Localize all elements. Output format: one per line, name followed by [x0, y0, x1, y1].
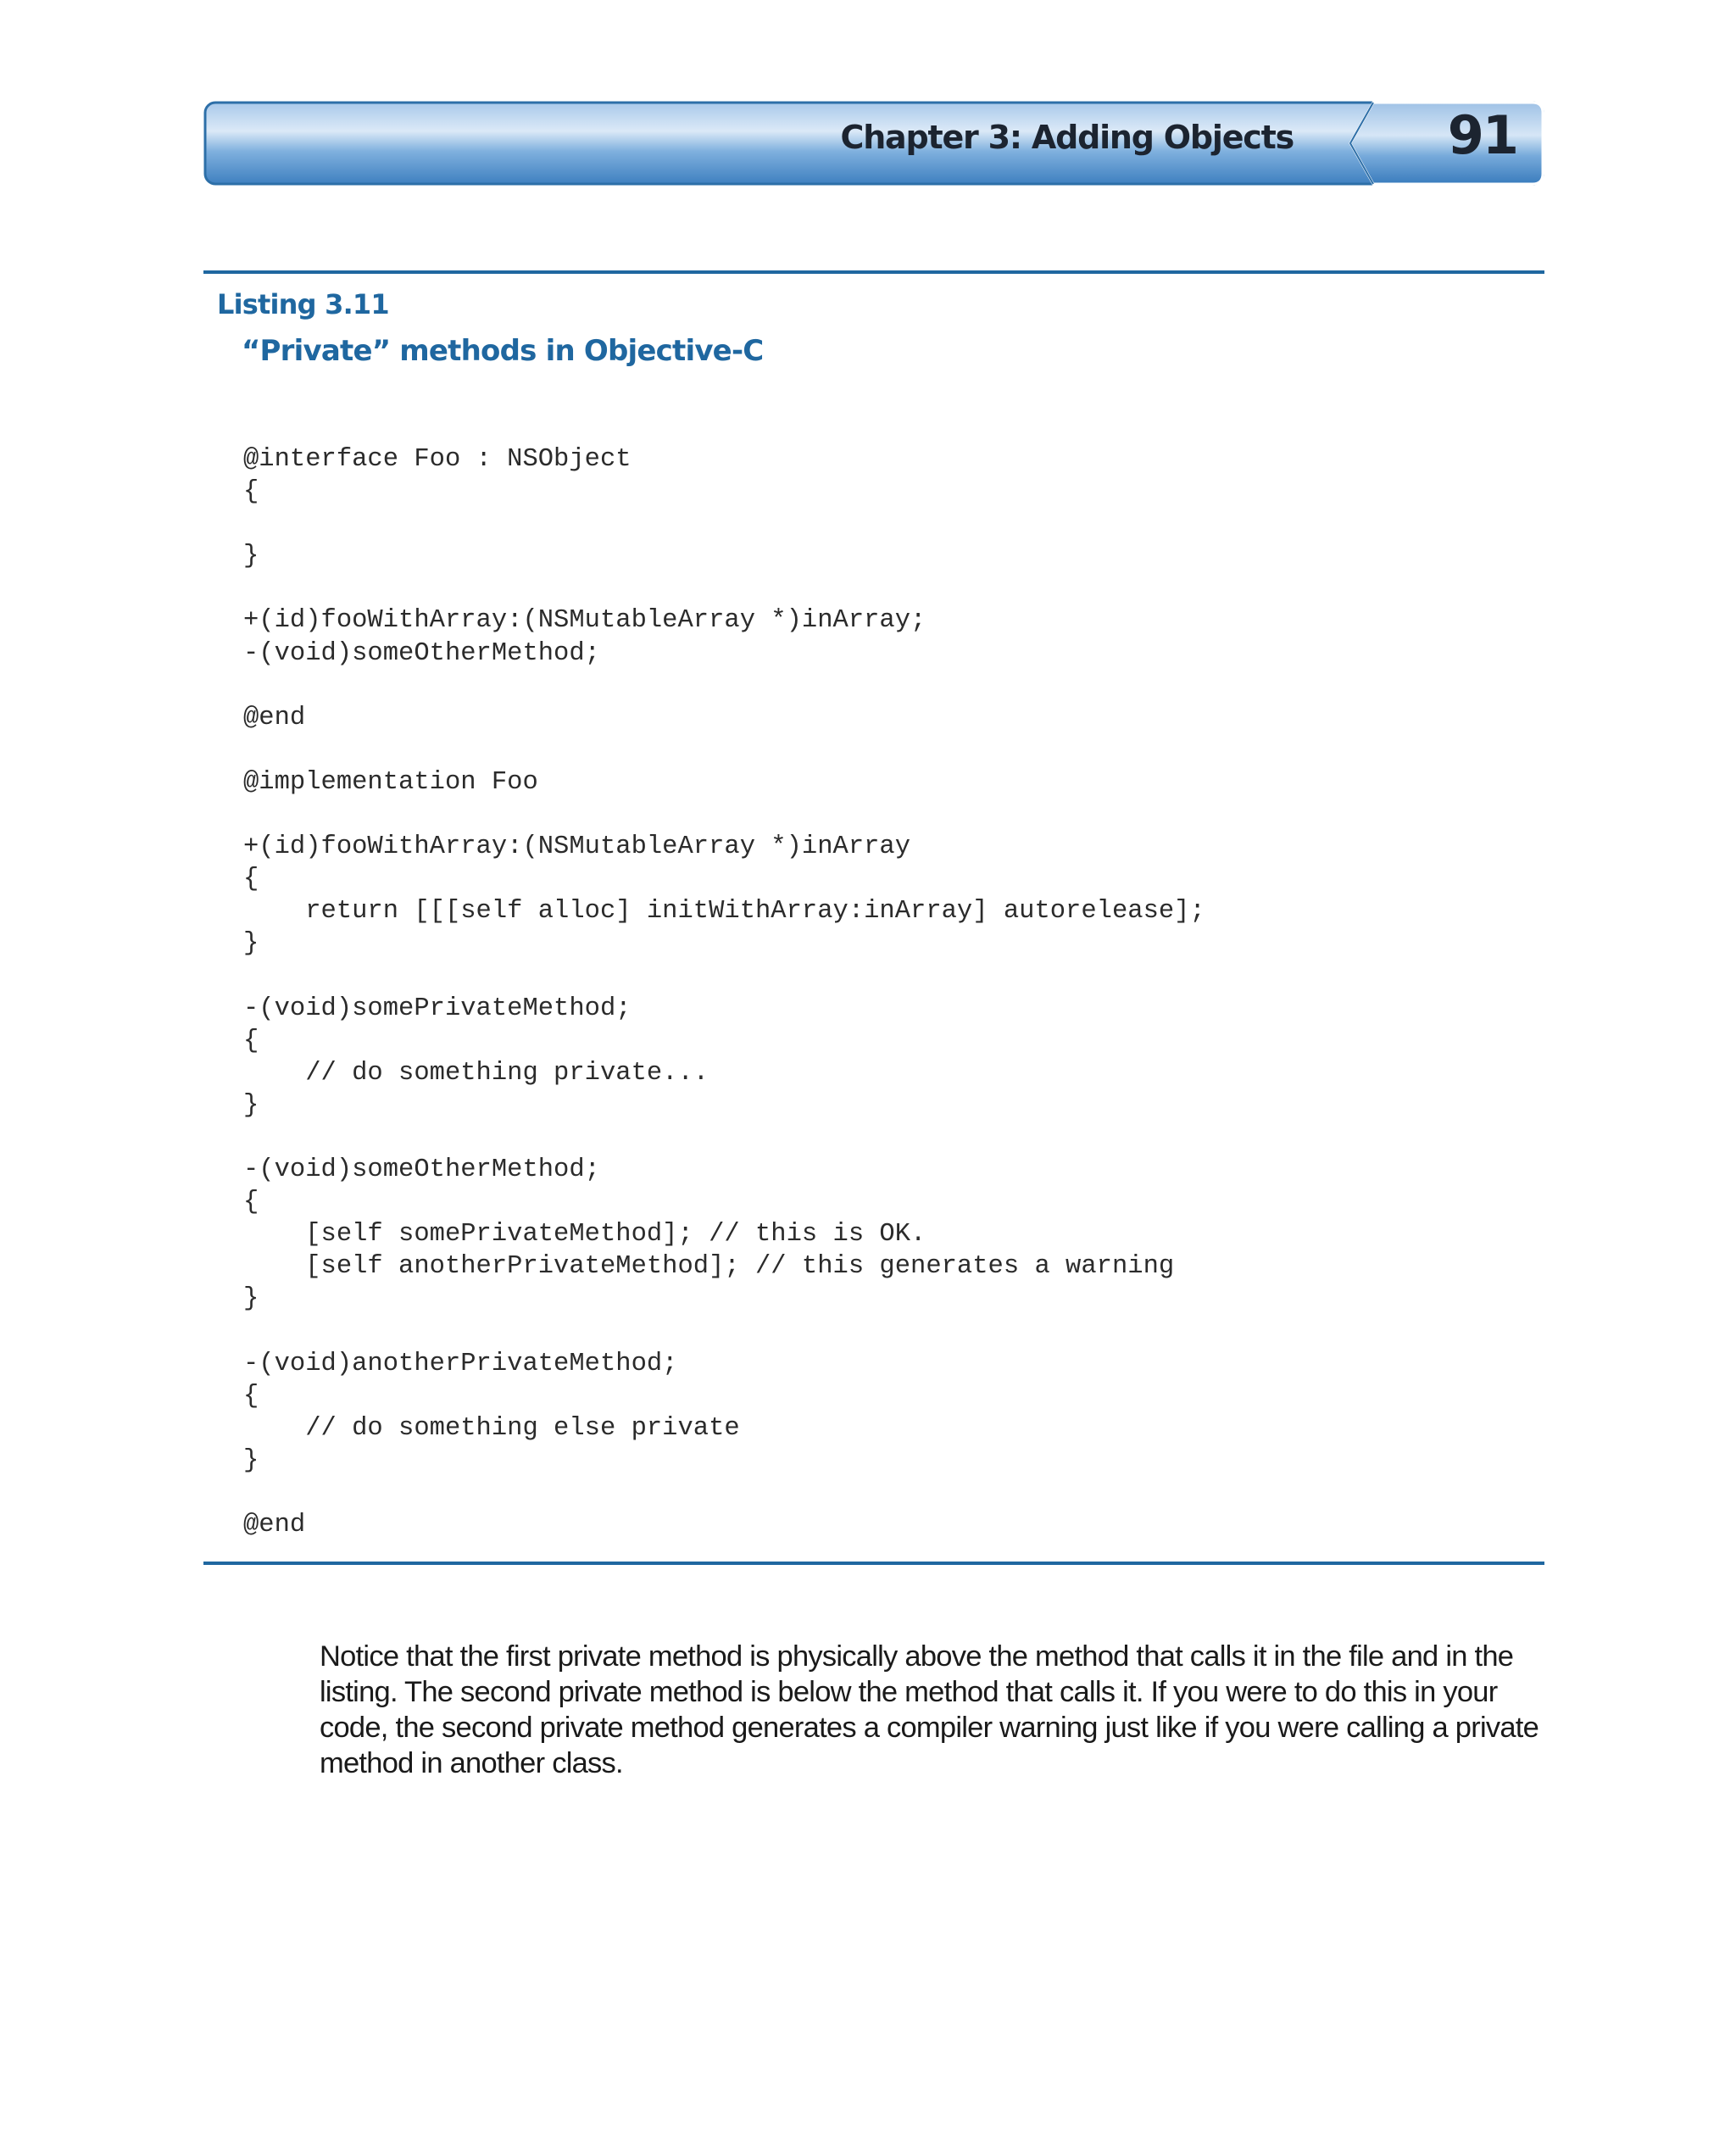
code-line: // do something else private: [243, 1413, 740, 1443]
code-line: -(void)someOtherMethod;: [243, 638, 600, 668]
code-line: {: [243, 1381, 259, 1411]
body-paragraph: Notice that the first private method is physically above the method that calls it in the file and in the listing. The second private method is below the method that calls it. If you were to do this in your code, the second private method generates a compiler warning just like if you were calling a private method in another class.: [320, 1640, 1539, 1779]
listing-label: Listing 3.11: [217, 288, 389, 320]
code-line: }: [243, 1090, 259, 1120]
code-line: {: [243, 477, 259, 507]
code-line: [self anotherPrivateMethod]; // this generates a warning: [243, 1252, 1175, 1282]
code-line: @interface Foo : NSObject: [243, 445, 632, 474]
listing-bottom-rule: [203, 1562, 1544, 1565]
code-line: }: [243, 929, 259, 959]
code-line: +(id)fooWithArray:(NSMutableArray *)inArray: [243, 832, 911, 862]
code-line: -(void)anotherPrivateMethod;: [243, 1349, 678, 1378]
chapter-header-banner: [203, 101, 1544, 186]
code-line: [243, 670, 1205, 702]
code-line: return [[[self alloc] initWithArray:inArray] autorelease];: [243, 897, 1205, 927]
code-line: [243, 960, 1205, 993]
code-line: }: [243, 542, 259, 571]
code-line: @implementation Foo: [243, 767, 538, 797]
code-listing: [243, 443, 1205, 1541]
code-line: {: [243, 865, 259, 894]
listing-top-rule: [203, 270, 1544, 274]
listing-title: “Private” methods in Objective-C: [242, 334, 764, 368]
code-line: [243, 1477, 1205, 1509]
code-line: [243, 572, 1205, 604]
code-line: [243, 508, 1205, 540]
code-line: }: [243, 1284, 259, 1314]
code-line: @end: [243, 703, 306, 732]
code-line: {: [243, 1188, 259, 1217]
code-line: // do something private...: [243, 1058, 709, 1088]
code-line: [243, 799, 1205, 831]
code-line: }: [243, 1445, 259, 1475]
code-line: -(void)somePrivateMethod;: [243, 994, 632, 1023]
code-line: @end: [243, 1511, 306, 1540]
code-line: +(id)fooWithArray:(NSMutableArray *)inArray;: [243, 606, 926, 636]
code-line: [243, 734, 1205, 766]
code-line: [243, 1316, 1205, 1348]
code-line: [243, 1122, 1205, 1154]
page-number: 91: [1447, 104, 1517, 166]
code-line: {: [243, 1026, 259, 1055]
code-line: -(void)someOtherMethod;: [243, 1155, 600, 1185]
code-line: [self somePrivateMethod]; // this is OK.: [243, 1220, 926, 1250]
chapter-title: Chapter 3: Adding Objects: [840, 119, 1294, 156]
